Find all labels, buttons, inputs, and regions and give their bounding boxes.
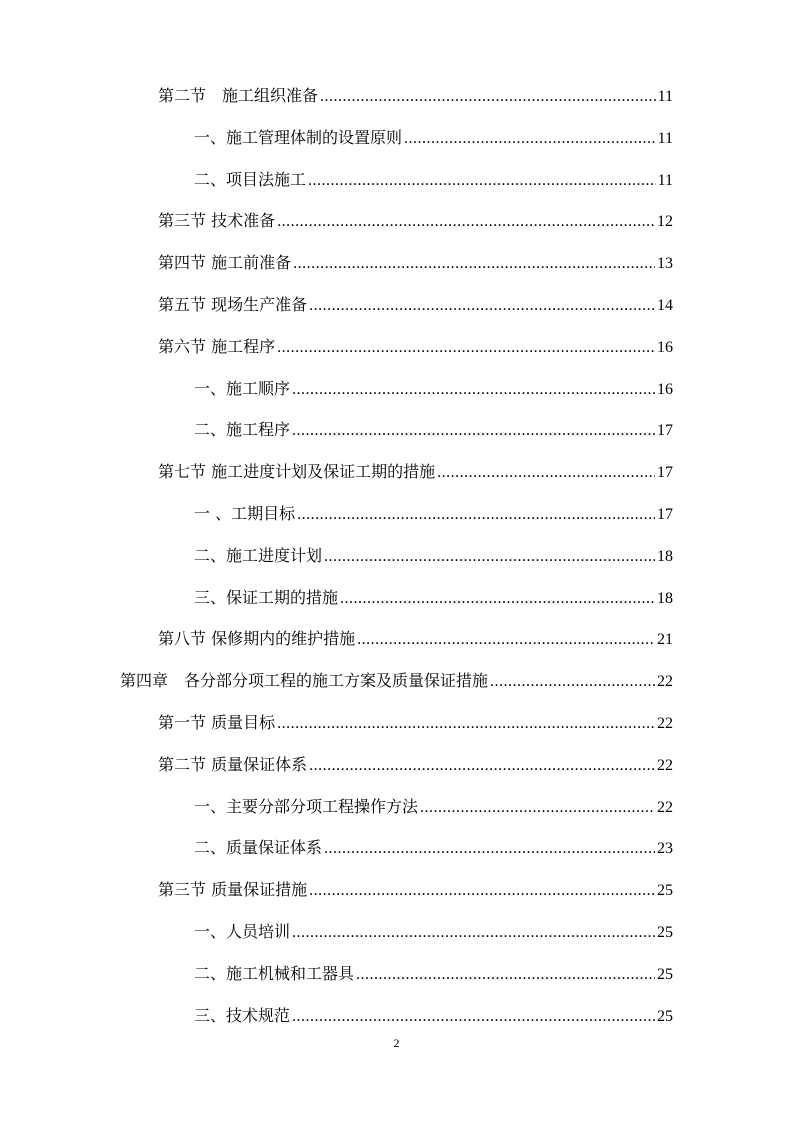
toc-entry-title: 二、质量保证体系 [194,838,323,857]
toc-entry-page: 22 [657,757,673,774]
toc-entry-page: 22 [657,715,673,732]
toc-entry-page: 14 [657,297,673,314]
toc-entry[interactable] [158,250,673,276]
toc-entry-page: 11 [657,88,673,105]
toc-entry[interactable] [158,459,673,485]
toc-entry[interactable] [194,919,673,945]
toc-entry-page: 16 [657,381,673,398]
toc-entry-title: 三、保证工期的措施 [194,588,339,607]
toc-leader-dots [277,335,655,361]
toc-entry-title: 一、人员培训 [194,922,291,941]
toc-entry-title: 第二节 施工组织准备 [158,86,319,105]
toc-entry-title: 第一节 质量目标 [158,713,276,732]
toc-entry-title: 第八节 保修期内的维护措施 [158,629,356,648]
toc-entry-page: 22 [657,799,673,816]
toc-entry-page: 13 [657,255,673,272]
toc-entry[interactable] [158,752,673,778]
toc-entry[interactable] [158,83,673,109]
toc-entry-title: 第二节 质量保证体系 [158,755,308,774]
toc-entry-page: 18 [657,590,673,607]
toc-entry-title: 二、施工机械和工器具 [194,964,355,983]
toc-entry[interactable] [120,668,673,694]
toc-entry-page: 17 [657,422,673,439]
toc-entry[interactable] [158,877,673,903]
toc-entry-title: 一、主要分部分项工程操作方法 [194,797,419,816]
toc-entry-page: 21 [657,631,673,648]
toc-entry-page: 25 [657,882,673,899]
toc-leader-dots [292,418,655,444]
toc-leader-dots [308,168,656,194]
toc-entry-page: 23 [657,840,673,857]
toc-leader-dots [420,795,655,821]
toc-leader-dots [437,460,655,486]
toc-leader-dots [490,669,655,695]
toc-entry-page: 17 [657,464,673,481]
toc-entry-title: 三、技术规范 [194,1006,291,1025]
toc-entry-title: 一 、工期目标 [194,504,296,523]
toc-entry-page: 18 [657,548,673,565]
toc-entry[interactable] [158,710,673,736]
toc-entry-title: 二、项目法施工 [194,170,307,189]
toc-entry-page: 11 [657,130,673,147]
toc-entry-page: 16 [657,339,673,356]
page-number: 2 [393,1036,400,1050]
toc-entry-title: 一、施工顺序 [194,379,291,398]
toc-entry[interactable] [194,417,673,443]
toc-entry[interactable] [158,292,673,318]
toc-entry-title: 第三节 质量保证措施 [158,880,308,899]
toc-leader-dots [320,84,656,110]
toc-entry[interactable] [194,585,673,611]
toc-leader-dots [277,209,655,235]
toc-leader-dots [277,711,655,737]
toc-entry[interactable] [158,334,673,360]
toc-entry[interactable] [194,794,673,820]
toc-entry[interactable] [194,125,673,151]
toc-leader-dots [324,544,655,570]
toc-entry[interactable] [158,626,673,652]
toc-leader-dots [309,753,655,779]
toc-leader-dots [356,962,655,988]
toc-leader-dots [293,251,655,277]
toc-entry[interactable] [194,376,673,402]
toc-entry[interactable] [194,501,673,527]
toc-entry[interactable] [158,208,673,234]
toc-leader-dots [309,878,655,904]
toc-entry[interactable] [194,1003,673,1029]
toc-entry-title: 第五节 现场生产准备 [158,295,308,314]
toc-entry-page: 12 [657,213,673,230]
toc-leader-dots [309,293,655,319]
toc-entry-title: 二、施工程序 [194,420,291,439]
toc-entry-page: 25 [657,1008,673,1025]
toc-entry[interactable] [194,835,673,861]
toc-entry-page: 11 [657,172,673,189]
toc-leader-dots [324,836,655,862]
toc-entry[interactable] [194,961,673,987]
toc-entry-title: 第三节 技术准备 [158,211,276,230]
toc-entry[interactable] [194,543,673,569]
toc-entry-title: 一、施工管理体制的设置原则 [194,128,403,147]
toc-entry-title: 第四章 各分部分项工程的施工方案及质量保证措施 [120,671,489,690]
toc-leader-dots [404,126,656,152]
toc-leader-dots [292,920,655,946]
toc-entry-page: 22 [657,673,673,690]
toc-entry-title: 第六节 施工程序 [158,337,276,356]
toc-entry[interactable] [194,167,673,193]
toc-entry-title: 二、施工进度计划 [194,546,323,565]
toc-entry-page: 25 [657,924,673,941]
toc-entry-page: 25 [657,966,673,983]
toc-leader-dots [292,377,655,403]
toc-leader-dots [340,586,655,612]
toc-leader-dots [357,627,655,653]
toc-entry-title: 第四节 施工前准备 [158,253,292,272]
toc-leader-dots [297,502,655,528]
toc-entry-page: 17 [657,506,673,523]
toc-entry-title: 第七节 施工进度计划及保证工期的措施 [158,462,436,481]
toc-leader-dots [292,1004,655,1030]
